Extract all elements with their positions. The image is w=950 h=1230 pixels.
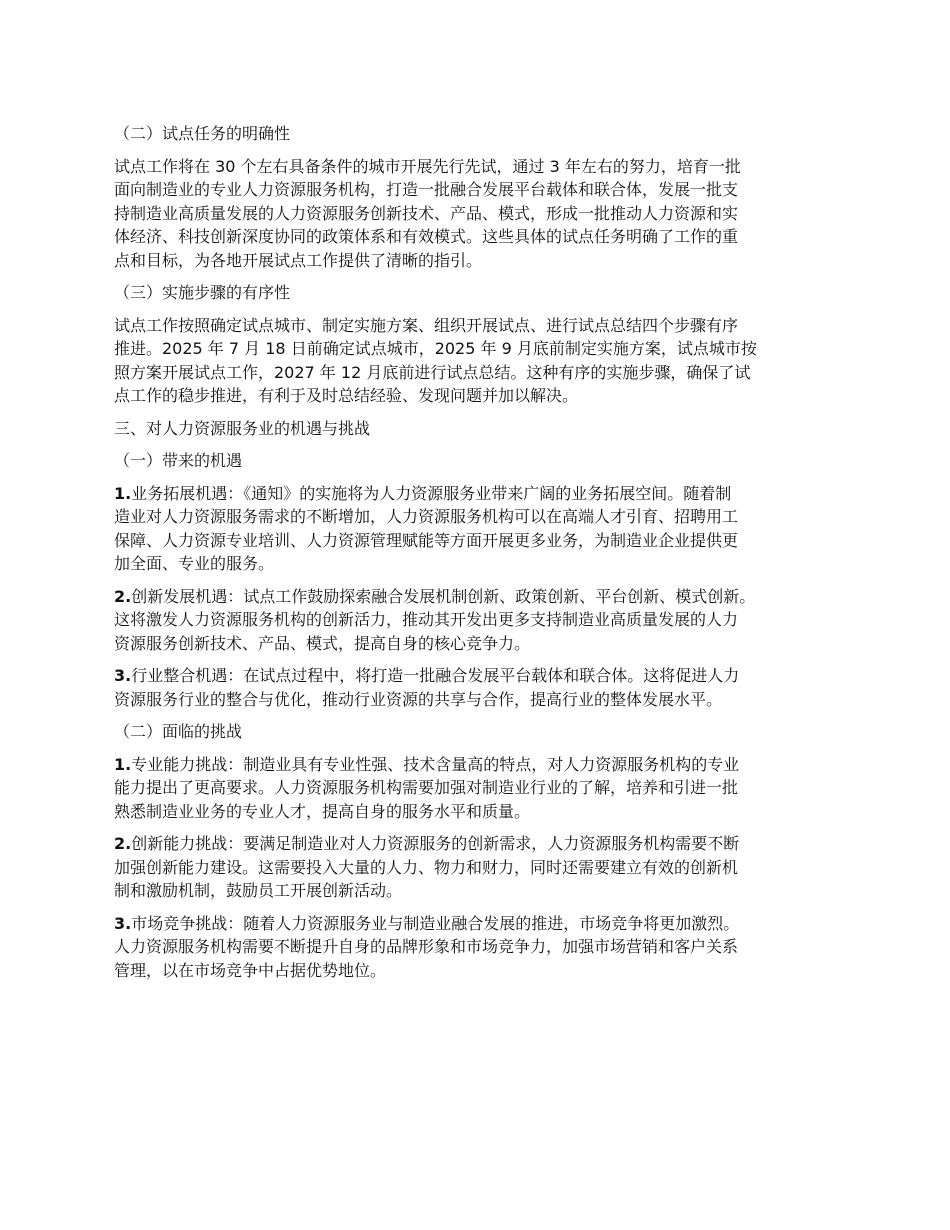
paragraph-line: 试点工作按照确定试点城市、制定实施方案、组织开展试点、进行试点总结四个步骤有序	[114, 315, 739, 335]
paragraph-line: 管理，以在市场竞争中占据优势地位。	[114, 960, 387, 980]
paragraph-line: 能力提出了更高要求。人力资源服务机构需要加强对制造业行业的了解，培养和引进一批	[114, 778, 739, 797]
paragraph-line: 推进。2025 年 7 月 18 日前确定试点城市，2025 年 9 月底前制定实施方案，试点城市按	[114, 339, 757, 358]
paragraph-line: 点工作的稳步推进，有利于及时总结经验、发现问题并加以解决。	[114, 386, 579, 405]
item-number: 1.	[114, 754, 132, 774]
para-opportunity-3	[114, 664, 844, 711]
para-challenge-2	[114, 832, 844, 903]
para-pilot-tasks	[114, 155, 844, 273]
paragraph-line: 这将激发人力资源服务机构的创新活力，推动其开发出更多支持制造业高质量发展的人力	[114, 610, 739, 629]
heading-section-three: 三、对人力资源服务业的机遇与挑战	[114, 418, 371, 438]
document-body	[114, 122, 844, 991]
para-challenge-1	[114, 753, 844, 824]
paragraph-line: 点和目标，为各地开展试点工作提供了清晰的指引。	[114, 250, 483, 270]
paragraph-line: 资源服务行业的整合与优化，推动行业资源的共享与合作，提高行业的整体发展水平。	[114, 689, 723, 709]
item-number: 1.	[114, 483, 132, 503]
heading-implementation-steps: （三）实施步骤的有序性	[114, 283, 291, 302]
paragraph-line: 加强创新能力建设。这需要投入大量的人力、物力和财力，同时还需要建立有效的创新机	[114, 857, 739, 877]
para-opportunity-1	[114, 482, 844, 576]
paragraph-line: 试点工作将在 30 个左右具备条件的城市开展先行先试，通过 3 年左右的努力，培育一批	[114, 156, 741, 176]
item-number: 2.	[114, 834, 132, 853]
paragraph-line: 1.专业能力挑战：制造业具有专业性强、技术含量高的特点，对人力资源服务机构的专业	[114, 754, 740, 774]
paragraph-line: 造业对人力资源服务需求的不断增加，人力资源服务机构可以在高端人才引育、招聘用工	[114, 507, 739, 526]
para-opportunity-2	[114, 585, 844, 656]
item-number: 2.	[114, 586, 132, 606]
item-number: 3.	[114, 666, 132, 685]
paragraph-line: 体经济、科技创新深度协同的政策体系和有效模式。这些具体的试点任务明确了工作的重	[114, 227, 739, 246]
paragraph-line: 持制造业高质量发展的人力资源服务创新技术、产品、模式，形成一批推动人力资源和实	[114, 203, 739, 223]
paragraph-line: 3.市场竞争挑战：随着人力资源服务业与制造业融合发展的推进，市场竞争将更加激烈。	[114, 913, 740, 933]
item-number: 3.	[114, 913, 132, 933]
heading-pilot-task-clarity: （二）试点任务的明确性	[114, 124, 291, 143]
heading-challenges: （二）面临的挑战	[114, 722, 243, 741]
para-implementation-steps	[114, 314, 844, 408]
paragraph-line: 人力资源服务机构需要不断提升自身的品牌形象和市场竞争力，加强市场营销和客户关系	[114, 937, 739, 956]
paragraph-line: 2.创新发展机遇：试点工作鼓励探索融合发展机制创新、政策创新、平台创新、模式创新。	[114, 586, 756, 606]
paragraph-line: 面向制造业的专业人力资源服务机构，打造一批融合发展平台载体和联合体，发展一批支	[114, 180, 739, 199]
paragraph-line: 照方案开展试点工作，2027 年 12 月底前进行试点总结。这种有序的实施步骤，确保了试	[114, 362, 751, 382]
para-challenge-3	[114, 912, 844, 983]
paragraph-line: 制和激励机制，鼓励员工开展创新活动。	[114, 881, 403, 900]
paragraph-line: 加全面、专业的服务。	[114, 554, 275, 573]
paragraph-line: 1.业务拓展机遇：《通知》的实施将为人力资源服务业带来广阔的业务拓展空间。随着制	[114, 483, 732, 503]
heading-opportunities: （一）带来的机遇	[114, 451, 243, 470]
paragraph-line: 熟悉制造业业务的专业人才，提高自身的服务水平和质量。	[114, 801, 531, 821]
paragraph-line: 保障、人力资源专业培训、人力资源管理赋能等方面开展更多业务，为制造业企业提供更	[114, 530, 739, 550]
paragraph-line: 3.行业整合机遇：在试点过程中，将打造一批融合发展平台载体和联合体。这将促进人力	[114, 666, 740, 685]
paragraph-line: 资源服务创新技术、产品、模式，提高自身的核心竞争力。	[114, 633, 531, 653]
paragraph-line: 2.创新能力挑战：要满足制造业对人力资源服务的创新需求，人力资源服务机构需要不断	[114, 834, 740, 853]
